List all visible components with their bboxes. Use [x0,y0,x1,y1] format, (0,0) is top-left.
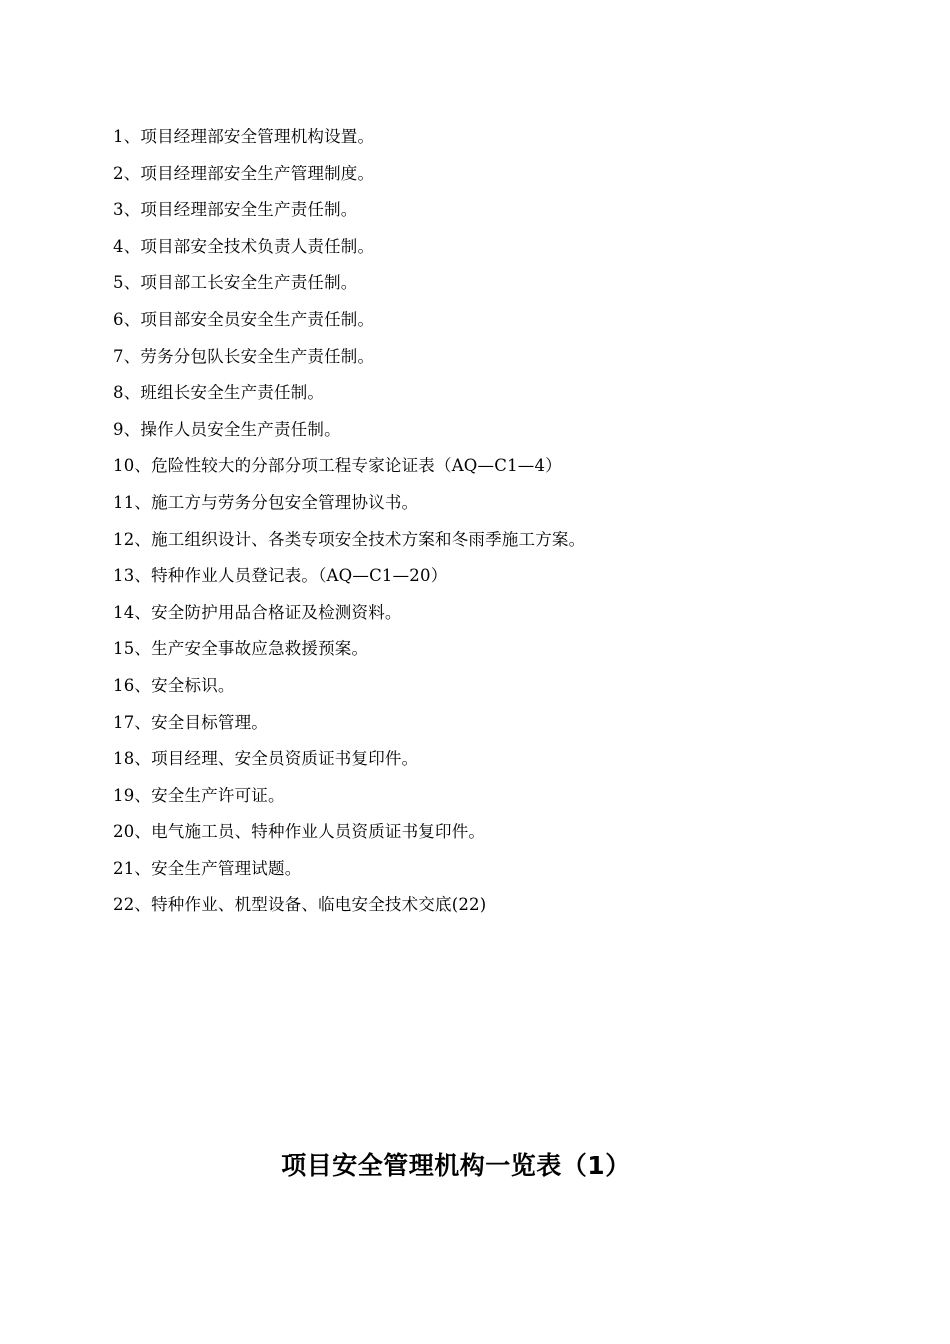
list-item: 9、操作人员安全生产责任制。 [113,419,341,439]
list-item: 19、安全生产许可证。 [113,785,285,805]
list-item: 12、施工组织设计、各类专项安全技术方案和冬雨季施工方案。 [113,529,586,549]
list-item: 14、安全防护用品合格证及检测资料。 [113,602,402,622]
list-item: 16、安全标识。 [113,675,235,695]
list-item: 8、班组长安全生产责任制。 [113,383,325,403]
list-item: 13、特种作业人员登记表。（AQ—C1—20） [113,566,448,586]
list-item: 10、危险性较大的分部分项工程专家论证表（AQ—C1—4） [113,456,562,476]
list-item: 5、项目部工长安全生产责任制。 [113,273,358,293]
list-item: 7、劳务分包队长安全生产责任制。 [113,346,375,366]
list-item: 22、特种作业、机型设备、临电安全技术交底(22) [113,895,487,915]
list-item: 15、生产安全事故应急救援预案。 [113,639,369,659]
section-title: 项目安全管理机构一览表（1） [281,1151,631,1180]
list-item: 20、电气施工员、特种作业人员资质证书复印件。 [113,822,486,842]
list-item: 21、安全生产管理试题。 [113,858,302,878]
list-item: 6、项目部安全员安全生产责任制。 [113,309,375,329]
list-item: 18、项目经理、安全员资质证书复印件。 [113,749,419,769]
list-item: 2、项目经理部安全生产管理制度。 [113,163,375,183]
list-item: 17、安全目标管理。 [113,712,268,732]
document-index-list [113,124,585,929]
list-item: 11、施工方与劳务分包安全管理协议书。 [113,492,419,512]
list-item: 3、项目经理部安全生产责任制。 [113,200,358,220]
list-item: 1、项目经理部安全管理机构设置。 [113,127,375,146]
list-item: 4、项目部安全技术负责人责任制。 [113,236,375,256]
